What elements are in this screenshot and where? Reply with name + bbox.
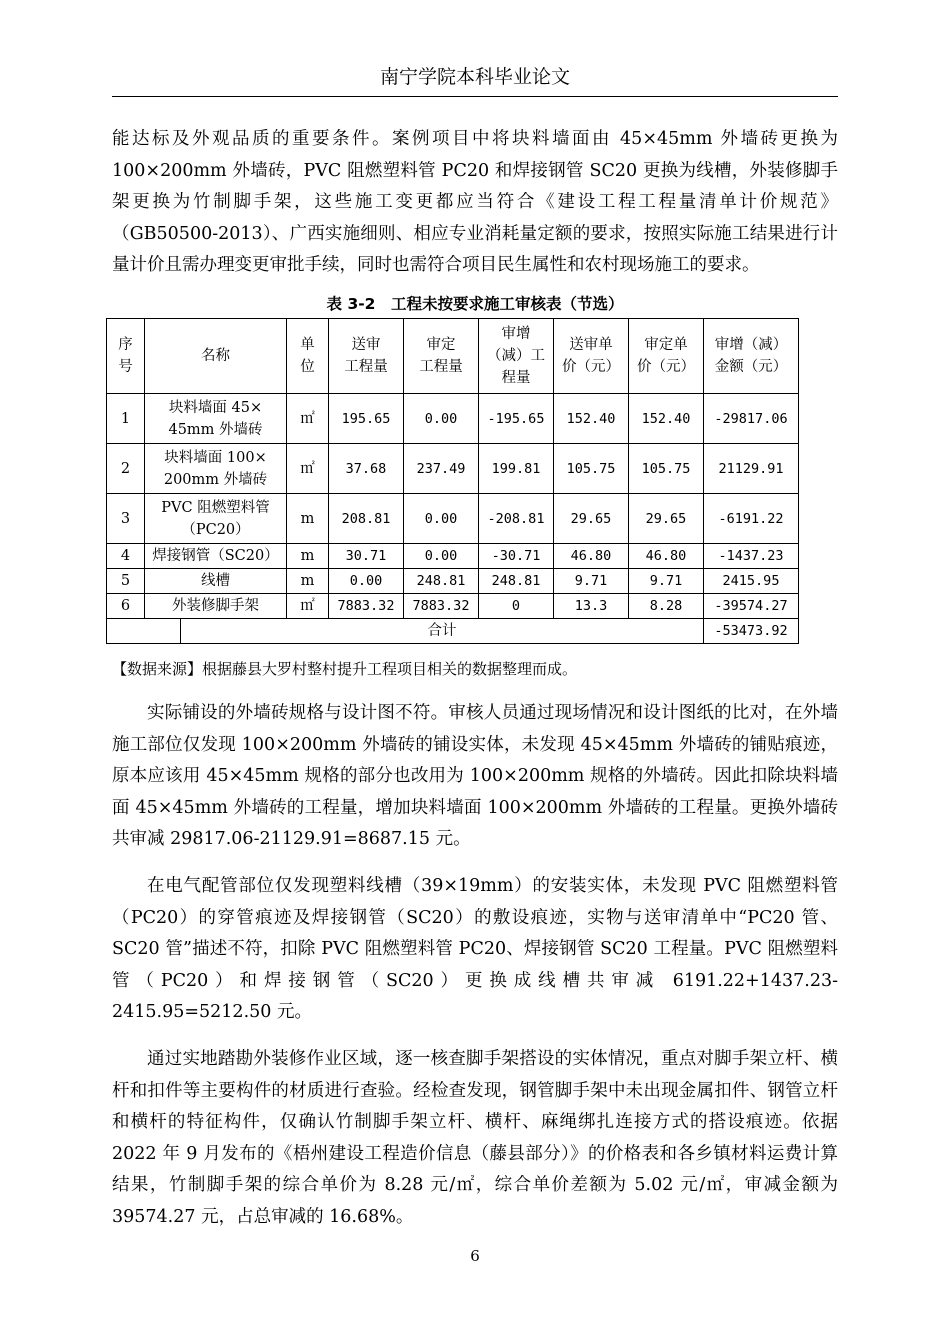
cell-diff-amount: -29817.06 [704, 394, 799, 444]
table-row [107, 544, 799, 569]
cell-submitted-price: 46.80 [554, 544, 629, 569]
cell-seq: 1 [107, 394, 145, 444]
cell-approved-price: 9.71 [629, 569, 704, 594]
cell-submitted-price: 105.75 [554, 444, 629, 494]
cell-approved-quantity: 0.00 [404, 394, 479, 444]
cell-approved-quantity: 237.49 [404, 444, 479, 494]
cell-approved-quantity: 0.00 [404, 494, 479, 544]
cell-submitted-quantity: 30.71 [329, 544, 404, 569]
cell-submitted-quantity: 0.00 [329, 569, 404, 594]
cell-unit: m [287, 494, 329, 544]
cell-unit: m [287, 569, 329, 594]
cell-submitted-quantity: 7883.32 [329, 594, 404, 619]
running-header: 南宁学院本科毕业论文 [379, 66, 570, 88]
cell-diff-quantity: -208.81 [479, 494, 554, 544]
paragraph-changes-intro: 能达标及外观品质的重要条件。案例项目中将块料墙面由 45×45mm 外墙砖更换为 100×200mm 外墙砖，PVC 阻燃塑料管 PC20 和焊接钢管 SC20 更换为线槽，外装修脚手架更换为竹制脚手架，这些施工变更都应当符合《建设工程工程量清单计价规范》（GB50500-2013）、广西实施细则、相应专业消耗量定额的要求，按照实际施工结果进行计量计价且需办理变更审批手续，同时也需符合项目民生属性和农村现场施工的要求。 [112, 129, 838, 275]
paragraph-conduit: 在电气配管部位仅发现塑料线槽（39×19mm）的安装实体，未发现 PVC 阻燃塑料管（PC20）的穿管痕迹及焊接钢管（SC20）的敷设痕迹，实物与送审清单中“PC20 管、SC20 管”描述不符，扣除 PVC 阻燃塑料管 PC20、焊接钢管 SC20 工程量。PVC 阻燃塑料管（PC20）和焊接钢管（SC20）更换成线槽共审减 6191.22+1437.23-2415.95=5212.50 元。 [112, 876, 838, 1022]
cell-diff-quantity: 0 [479, 594, 554, 619]
cell-submitted-price: 29.65 [554, 494, 629, 544]
cell-seq: 2 [107, 444, 145, 494]
cell-unit: ㎡ [287, 594, 329, 619]
header-submitted-quantity: 送审 工程量 [329, 319, 404, 394]
paragraph-scaffolding: 通过实地踏勘外装修作业区域，逐一核查脚手架搭设的实体情况，重点对脚手架立杆、横杆和扣件等主要构件的材质进行查验。经检查发现，钢管脚手架中未出现金属扣件、钢管立杆和横杆的特征构件，仅确认竹制脚手架立杆、横杆、麻绳绑扎连接方式的搭设痕迹。依据 2022 年 9 月发布的《梧州建设工程造价信息（藤县部分）》的价格表和各乡镇材料运费计算结果，竹制脚手架的综合单价为 8.28 元/㎡，综合单价差额为 5.02 元/㎡，审减金额为 39574.27 元，占总审减的 16.68%。 [112, 1049, 838, 1227]
header-name: 名称 [145, 319, 287, 394]
cell-approved-price: 105.75 [629, 444, 704, 494]
cell-submitted-quantity: 208.81 [329, 494, 404, 544]
cell-submitted-quantity: 37.68 [329, 444, 404, 494]
cell-diff-amount: 21129.91 [704, 444, 799, 494]
cell-diff-amount: -6191.22 [704, 494, 799, 544]
header-seq: 序 号 [107, 319, 145, 394]
page-number: 6 [470, 1247, 480, 1265]
cell-submitted-price: 13.3 [554, 594, 629, 619]
table-header-row [107, 319, 799, 394]
cell-diff-quantity: -30.71 [479, 544, 554, 569]
header-approved-quantity: 审定 工程量 [404, 319, 479, 394]
cell-diff-quantity: 199.81 [479, 444, 554, 494]
cell-name: 块料墙面 45× 45mm 外墙砖 [145, 394, 287, 444]
table-row [107, 394, 799, 444]
total-label: 合计 [181, 619, 704, 644]
cell-seq: 4 [107, 544, 145, 569]
cell-approved-quantity: 7883.32 [404, 594, 479, 619]
cell-seq: 5 [107, 569, 145, 594]
cell-diff-amount: -39574.27 [704, 594, 799, 619]
table-row [107, 444, 799, 494]
header-rule [112, 96, 838, 97]
header-approved-price: 审定单 价（元） [629, 319, 704, 394]
cell-name: 焊接钢管（SC20） [145, 544, 287, 569]
data-source-note: 【数据来源】根据藤县大罗村整村提升工程项目相关的数据整理而成。 [112, 660, 578, 678]
cell-unit: m [287, 544, 329, 569]
cell-seq: 3 [107, 494, 145, 544]
paragraph-wall-tiles: 实际铺设的外墙砖规格与设计图不符。审核人员通过现场情况和设计图纸的比对，在外墙施工部位仅发现 100×200mm 外墙砖的铺设实体，未发现 45×45mm 外墙砖的铺贴痕迹，原本应该用 45×45mm 规格的部分也改用为 100×200mm 规格的外墙砖。因此扣除块料墙面 45×45mm 外墙砖的工程量，增加块料墙面 100×200mm 外墙砖的工程量。更换外墙砖共审减 29817.06-21129.91=8687.15 元。 [112, 703, 838, 849]
cell-name: 块料墙面 100× 200mm 外墙砖 [145, 444, 287, 494]
table-row [107, 594, 799, 619]
cell-seq: 6 [107, 594, 145, 619]
table-row [107, 569, 799, 594]
header-submitted-price: 送审单 价（元） [554, 319, 629, 394]
table-caption: 表 3-2 工程未按要求施工审核表（节选） [326, 295, 624, 313]
table-total-row [107, 619, 799, 644]
cell-submitted-price: 9.71 [554, 569, 629, 594]
cell-unit: ㎡ [287, 444, 329, 494]
table-row [107, 494, 799, 544]
cell-submitted-quantity: 195.65 [329, 394, 404, 444]
cell-diff-amount: 2415.95 [704, 569, 799, 594]
cell-diff-quantity: 248.81 [479, 569, 554, 594]
cell-name: 外装修脚手架 [145, 594, 287, 619]
cell-approved-price: 29.65 [629, 494, 704, 544]
cell-submitted-price: 152.40 [554, 394, 629, 444]
cell-name: PVC 阻燃塑料管 （PC20） [145, 494, 287, 544]
total-amount: -53473.92 [704, 619, 799, 644]
header-unit: 单 位 [287, 319, 329, 394]
cell-diff-amount: -1437.23 [704, 544, 799, 569]
cell-approved-price: 152.40 [629, 394, 704, 444]
total-spacer-cell [107, 619, 181, 644]
cell-approved-price: 46.80 [629, 544, 704, 569]
cell-approved-quantity: 248.81 [404, 569, 479, 594]
header-diff-quantity: 审增 （减）工 程量 [479, 319, 554, 394]
cell-approved-price: 8.28 [629, 594, 704, 619]
cell-diff-quantity: -195.65 [479, 394, 554, 444]
cell-unit: ㎡ [287, 394, 329, 444]
audit-table [106, 318, 799, 644]
cell-name: 线槽 [145, 569, 287, 594]
cell-approved-quantity: 0.00 [404, 544, 479, 569]
header-diff-amount: 审增（减） 金额（元） [704, 319, 799, 394]
